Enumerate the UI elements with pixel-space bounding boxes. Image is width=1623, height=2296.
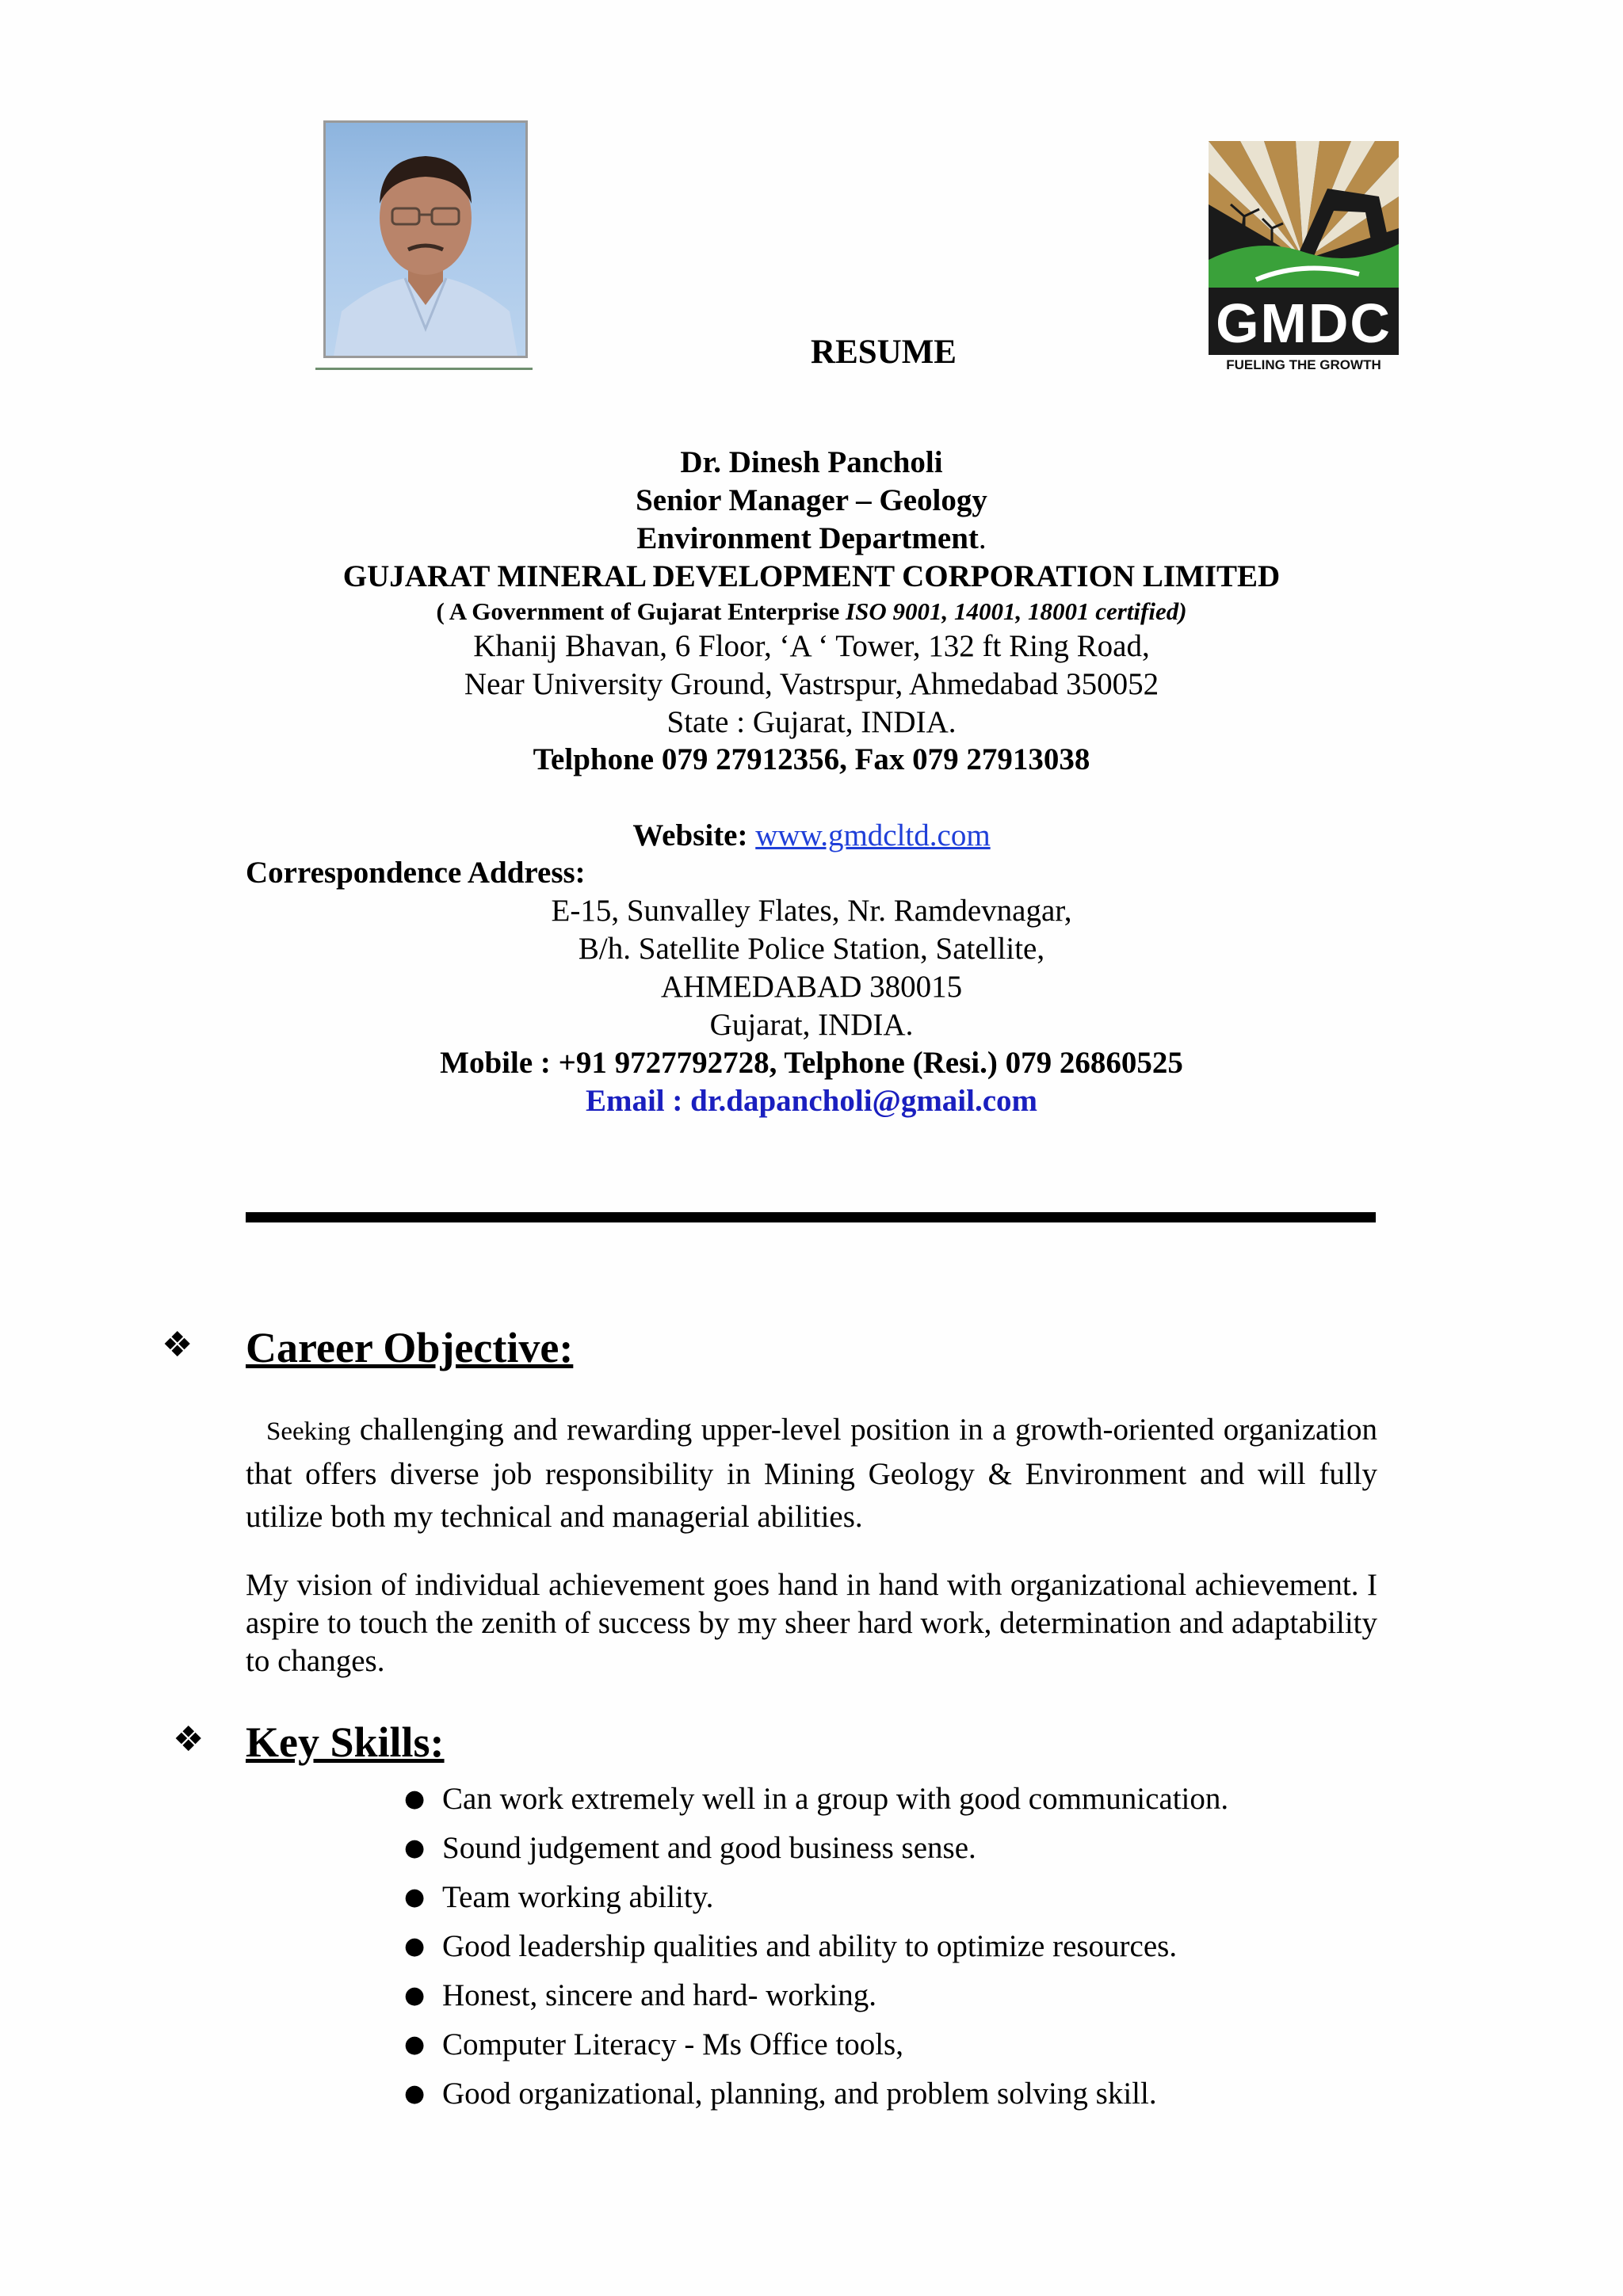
correspondence-line: AHMEDABAD 380015: [660, 970, 963, 1004]
list-item: [404, 2069, 1228, 2119]
vision-paragraph: My vision of individual achievement goes hand in hand with organizational achievement. I aspire to touch the zenith of success by my sheer hard work, determination and adaptability to changes.: [246, 1568, 1377, 1678]
list-item: [404, 1922, 1228, 1971]
bullet-icon: ●: [404, 1981, 426, 2009]
office-address-line: Khanij Bhavan, 6 Floor, ‘A ‘ Tower, 132 ft Ring Road,: [473, 629, 1150, 663]
designation: Senior Manager – Geology: [636, 483, 987, 517]
profile-photo: [315, 120, 534, 371]
mobile-line: Mobile : +91 9727792728, Telphone (Resi.) 079 26860525: [440, 1046, 1183, 1080]
divider-rule: [246, 1212, 1376, 1222]
list-item: [404, 1873, 1228, 1922]
department: Environment Department: [636, 521, 979, 555]
objective-first-word: Seeking: [266, 1417, 351, 1446]
skill-text: Computer Literacy - Ms Office tools,: [442, 2027, 903, 2061]
career-objective-paragraph: [246, 1409, 1377, 1539]
org-note-prefix: ( A Government of Gujarat Enterprise: [436, 597, 846, 625]
skill-text: Honest, sincere and hard- working.: [442, 1978, 876, 2012]
bullet-icon: ●: [404, 1834, 426, 1862]
website-label: Website:: [632, 818, 756, 852]
bullet-icon: ●: [404, 2031, 426, 2058]
portrait-icon: [326, 123, 525, 356]
skill-text: Good organizational, planning, and problem solving skill.: [442, 2077, 1157, 2111]
correspondence-line: Gujarat, INDIA.: [709, 1008, 914, 1042]
key-skills-list: [404, 1775, 1228, 2119]
skill-text: Good leadership qualities and ability to optimize resources.: [442, 1929, 1178, 1963]
org-note-iso: ISO 9001, 14001, 18001 certified): [846, 597, 1187, 625]
logo-tagline: FUELING THE GROWTH: [1226, 357, 1381, 372]
office-address-line: Near University Ground, Vastrspur, Ahmedabad 350052: [464, 667, 1159, 701]
website-link[interactable]: www.gmdcltd.com: [755, 818, 991, 852]
organization-name: GUJARAT MINERAL DEVELOPMENT CORPORATION LIMITED: [342, 559, 1281, 593]
organization-note: [0, 596, 1623, 627]
objective-text: challenging and rewarding upper-level position in a growth-oriented organization that offers diverse job responsibility in Mining Geology & Environment and will fully utilize both my technical and managerial abilities.: [246, 1413, 1377, 1534]
email-line[interactable]: Email : dr.dapancholi@gmail.com: [585, 1084, 1038, 1118]
page-title: RESUME: [811, 334, 957, 371]
office-address-line: State : Gujarat, INDIA.: [666, 705, 957, 739]
correspondence-line: E-15, Sunvalley Flates, Nr. Ramdevnagar,: [551, 894, 1072, 928]
diamond-bullet-icon: ❖: [173, 1719, 204, 1760]
logo-text: GMDC: [1216, 292, 1392, 354]
department-end: .: [978, 521, 987, 555]
department-line: [0, 520, 1623, 557]
career-objective-heading: Career Objective:: [246, 1324, 574, 1371]
key-skills-heading: Key Skills:: [246, 1718, 445, 1766]
skill-text: Can work extremely well in a group with good communication.: [442, 1782, 1229, 1816]
bullet-icon: ●: [404, 1932, 426, 1960]
person-name: Dr. Dinesh Pancholi: [680, 445, 943, 479]
office-telephone: Telphone 079 27912356, Fax 079 27913038: [533, 742, 1090, 776]
list-item: [404, 2020, 1228, 2069]
website-line: [0, 817, 1623, 854]
skill-text: Sound judgement and good business sense.: [442, 1831, 976, 1865]
list-item: [404, 1824, 1228, 1873]
list-item: [404, 1971, 1228, 2020]
gmdc-logo: [1209, 141, 1399, 376]
diamond-bullet-icon: ❖: [162, 1325, 193, 1365]
bullet-icon: ●: [404, 1785, 426, 1813]
bullet-icon: ●: [404, 2080, 426, 2107]
skill-text: Team working ability.: [442, 1880, 714, 1914]
correspondence-line: B/h. Satellite Police Station, Satellite,: [578, 932, 1045, 966]
correspondence-label: Correspondence Address:: [246, 856, 586, 890]
bullet-icon: ●: [404, 1883, 426, 1911]
list-item: [404, 1775, 1228, 1824]
